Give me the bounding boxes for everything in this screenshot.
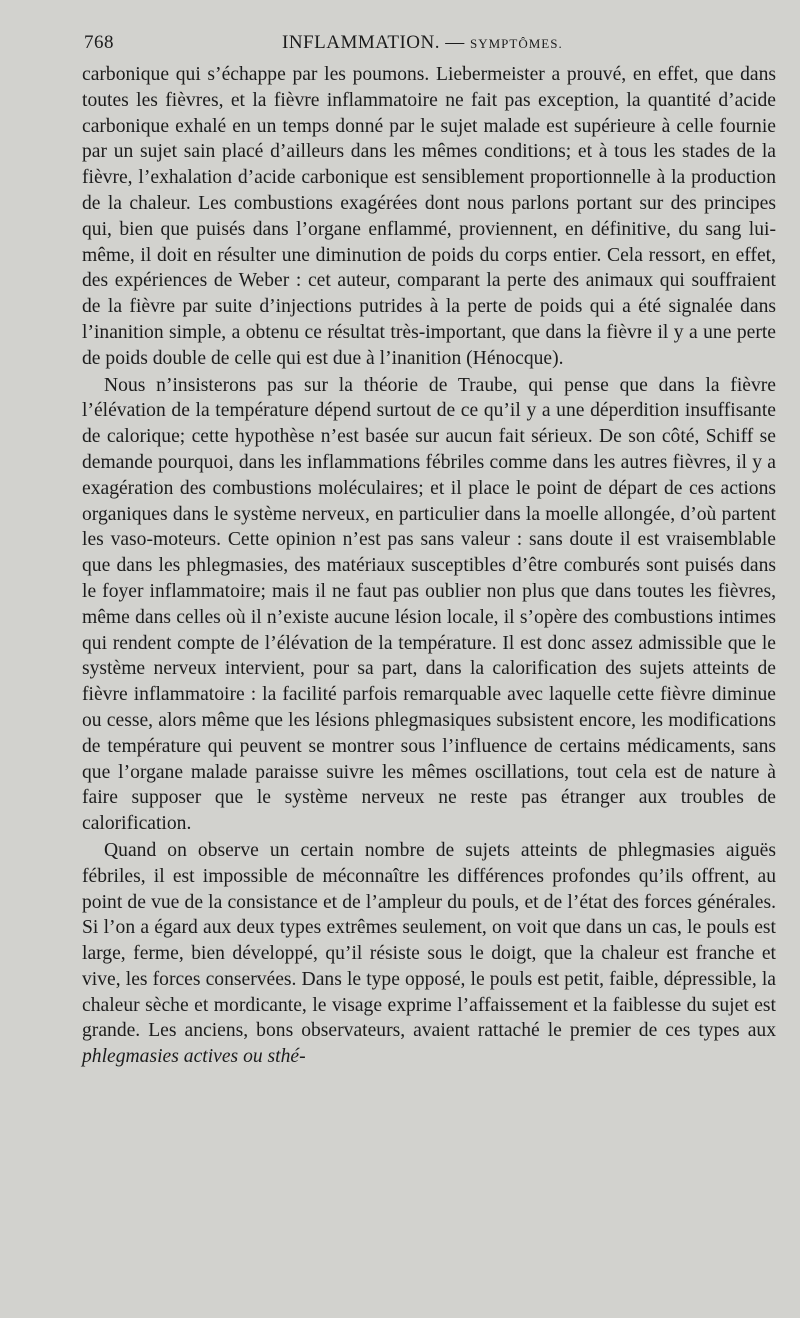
paragraph-1: carbonique qui s’échappe par les poumons. Liebermeister a prouvé, en effet, que dans toutes les fièvres, et la fièvre inflammatoire ne fait pas exception, la quantité d’acide carbonique exhalé en un temps donné par le sujet malade est supérieure à celle fournie par un sujet sain placé d’ailleurs dans les mêmes conditions; et à tous les stades de la fièvre, l’exhalation d’acide carbonique est sensiblement proportionnelle à la production de la chaleur. Les combustions exagérées dont nous parlons portant sur des principes qui, bien que puisés dans l’organe enflammé, proviennent, en définitive, du sang lui-même, il doit en résulter une diminution de poids du corps entier. Cela ressort, en effet, des expériences de Weber : cet auteur, comparant la perte des animaux qui souffraient de la fièvre par suite d’injections putrides à la perte de poids qui a été signalée dans l’inanition simple, a obtenu ce résultat très-important, que dans la fièvre il y a une perte de poids double de celle qui est due à l’inanition (Hénocque). [82, 64, 776, 369]
paragraph-2: Nous n’insisterons pas sur la théorie de Traube, qui pense que dans la fièvre l’élévation de la température dépend surtout de ce qu’il y a une déperdition insuffisante de calorique; cette hypothèse n’est basée sur aucun fait sérieux. De son côté, Schiff se demande pourquoi, dans les inflammations fébriles comme dans les autres fièvres, il y a exagération des combustions moléculaires; et il place le point de départ de ces actions organiques dans le système nerveux, en particulier dans la moelle allongée, d’où partent les vaso-moteurs. Cette opinion n’est pas sans valeur : sans doute il est vraisemblable que dans les phlegmasies, des matériaux susceptibles d’être comburés sont puisés dans le foyer inflammatoire; mais il ne faut pas oublier non plus que dans toutes les fièvres, même dans celles où il n’existe aucune lésion locale, il s’opère des combustions intimes qui rendent compte de l’élévation de la température. Il est donc assez admissible que le système nerveux intervient, pour sa part, dans la calorification des sujets atteints de fièvre inflammatoire : la facilité parfois remarquable avec laquelle cette fièvre diminue ou cesse, alors même que les lésions phlegmasiques subsistent encore, les modifications de température qui peuvent se montrer sous l’influence de certains médicaments, sans que l’organe malade paraisse suivre les mêmes oscillations, tout cela est de nature à faire supposer que le système nerveux ne reste pas étranger aux troubles de calorification. [82, 374, 776, 835]
header-dash: — [439, 32, 470, 53]
paragraph-3-text: Quand on observe un certain nombre de sujets atteints de phlegmasies aiguës fébriles, il est impossible de méconnaître les différences profondes qu’ils offrent, au point de vue de la consistance et de l’ampleur du pouls, et de l’état des forces générales. Si l’on a égard aux deux types extrêmes seulement, on voit que dans un cas, le pouls est large, ferme, bien développé, qu’il résiste sous le doigt, que la chaleur est franche et vive, les forces conservées. Dans le type opposé, le pouls est petit, faible, dépressible, la chaleur sèche et mordicante, le visage exprime l’affaissement et la faiblesse du sujet est grande. Les anciens, bons observateurs, avaient rattaché le premier de ces types aux [82, 839, 776, 1042]
header-title: INFLAMMATION. [282, 32, 440, 53]
page-number: 768 [84, 32, 114, 53]
paragraph-3 [82, 838, 776, 1070]
paragraph-3-italic: phlegmasies actives ou sthé- [82, 1046, 306, 1068]
running-header [82, 28, 776, 62]
running-title [282, 32, 563, 54]
body-text [82, 62, 776, 1070]
header-subtitle: SYMPTÔMES. [469, 36, 563, 51]
